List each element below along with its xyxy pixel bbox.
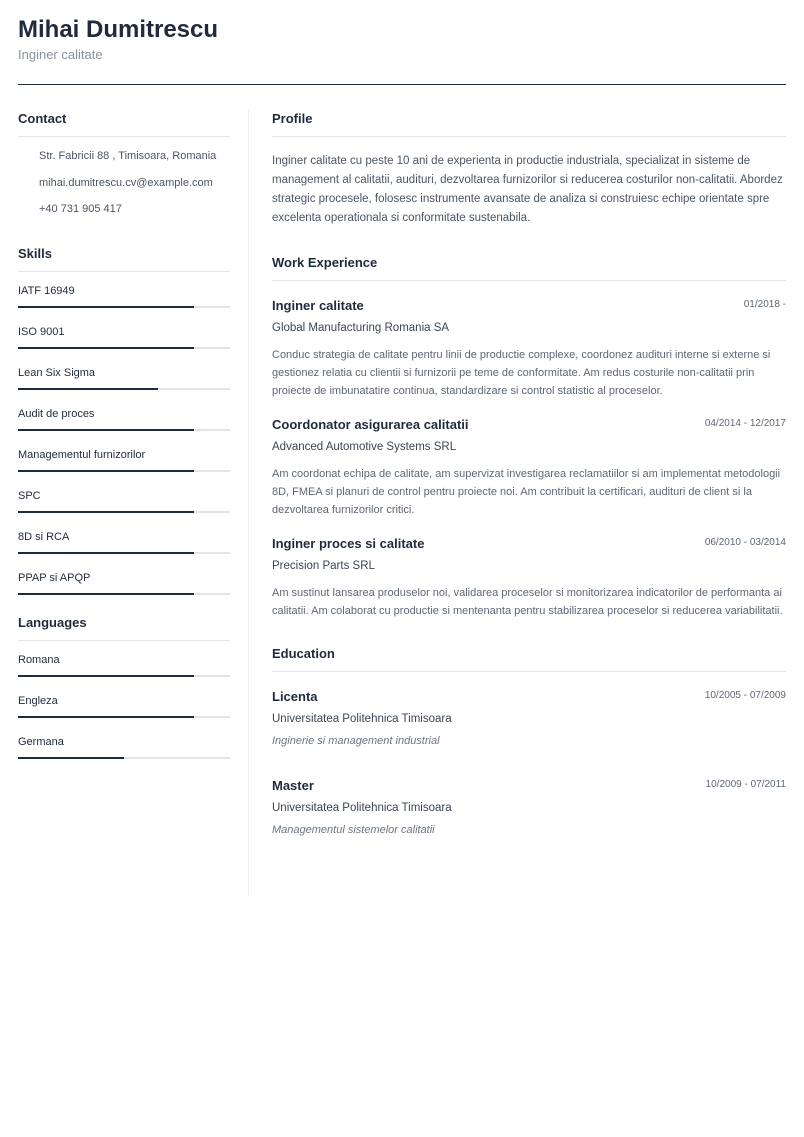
education-title: Education bbox=[272, 646, 335, 661]
job-company: Global Manufacturing Romania SA bbox=[272, 322, 450, 334]
job-title: Inginer proces si calitate bbox=[272, 536, 425, 551]
skill-item bbox=[18, 366, 230, 407]
language-level-track bbox=[18, 757, 230, 759]
contact-title: Contact bbox=[18, 111, 67, 126]
job-dates: 04/2014 - 12/2017 bbox=[704, 418, 786, 429]
language-item bbox=[18, 694, 230, 735]
experience-section bbox=[272, 254, 786, 620]
job-company: Precision Parts SRL bbox=[272, 560, 375, 572]
job-description: Am coordonat echipa de calitate, am supervizat investigarea reclamatiilor si am implementat metodologii 8D, FMEA si planuri de control pentru proiecte noi. Am contribuit la certificari, audituri de client si la dezvoltarea furnizorilor critici. bbox=[272, 468, 781, 516]
language-level-fill bbox=[18, 757, 124, 759]
section-divider bbox=[18, 640, 230, 641]
language-level-fill bbox=[18, 716, 194, 718]
experience-entry bbox=[272, 417, 786, 519]
skill-item bbox=[18, 284, 230, 325]
language-level-track bbox=[18, 675, 230, 677]
skill-item bbox=[18, 407, 230, 448]
skill-item bbox=[18, 489, 230, 530]
candidate-role: Inginer calitate bbox=[18, 47, 103, 62]
profile-text: Inginer calitate cu peste 10 ani de experienta in productie industriala, specializat in sisteme de management al calitatii, audituri, dezvoltarea furnizorilor si reducerea costurilor non-calitatii. Abordez strategic procesele, folosesc instrumente avansate de analiza si construiesc echipe orientate spre excelenta operationala si conformitate sustenabila. bbox=[272, 155, 783, 224]
column-divider bbox=[248, 110, 249, 896]
skill-level-fill bbox=[18, 470, 194, 472]
skill-level-track bbox=[18, 388, 230, 390]
experience-entry bbox=[272, 298, 786, 400]
skill-level-track bbox=[18, 347, 230, 349]
skill-label: PPAP si APQP bbox=[18, 571, 91, 584]
skills-title: Skills bbox=[18, 245, 52, 261]
languages-section bbox=[18, 614, 230, 776]
skill-level-track bbox=[18, 552, 230, 554]
education-entry bbox=[272, 778, 786, 837]
skill-level-track bbox=[18, 593, 230, 595]
degree-dates: 10/2005 - 07/2009 bbox=[704, 690, 786, 701]
job-title: Inginer calitate bbox=[272, 298, 364, 313]
section-divider bbox=[18, 136, 230, 137]
job-description: Conduc strategia de calitate pentru linii de productie complexe, coordonez audituri interne si externe si gestionez relatia cu clientii si furnizorii pe teme de conformitate. Am redus costurile non-calitatii prin proiecte de imbunatatire continua, standardizare si control statistic al proceselor. bbox=[272, 349, 771, 397]
skill-label: SPC bbox=[18, 489, 41, 502]
skill-label: Managementul furnizorilor bbox=[18, 448, 146, 461]
section-divider bbox=[272, 280, 786, 281]
section-divider bbox=[272, 671, 786, 672]
job-description: Am sustinut lansarea produselor noi, validarea proceselor si monitorizarea indicatorilor de performanta ai calitatii. Am colaborat cu productie si mentenanta pentru stabilizarea proceselor si reducerea variabilitatii. bbox=[272, 587, 783, 617]
profile-section bbox=[272, 110, 786, 228]
job-dates: 06/2010 - 03/2014 bbox=[704, 537, 786, 548]
job-title: Coordonator asigurarea calitatii bbox=[272, 417, 469, 432]
sidebar bbox=[18, 110, 230, 776]
language-label: Romana bbox=[18, 653, 60, 666]
skill-item bbox=[18, 448, 230, 489]
skill-level-fill bbox=[18, 511, 194, 513]
skill-label: 8D si RCA bbox=[18, 530, 70, 543]
job-company: Advanced Automotive Systems SRL bbox=[272, 441, 457, 453]
skill-level-track bbox=[18, 511, 230, 513]
skill-label: IATF 16949 bbox=[18, 284, 75, 297]
degree-field: Inginerie si management industrial bbox=[272, 735, 440, 747]
section-divider bbox=[18, 271, 230, 272]
contact-email: mihai.dumitrescu.cv@example.com bbox=[39, 176, 213, 189]
institution-name: Universitatea Politehnica Timisoara bbox=[272, 802, 452, 814]
section-divider bbox=[272, 136, 786, 137]
degree-title: Licenta bbox=[272, 689, 318, 704]
header-divider bbox=[18, 84, 786, 85]
skill-level-track bbox=[18, 470, 230, 472]
contact-address: Str. Fabricii 88 , Timisoara, Romania bbox=[39, 150, 217, 162]
skill-level-fill bbox=[18, 429, 194, 431]
language-label: Germana bbox=[18, 735, 64, 748]
language-level-track bbox=[18, 716, 230, 718]
skill-level-fill bbox=[18, 388, 158, 390]
education-section bbox=[272, 645, 786, 837]
skill-item bbox=[18, 325, 230, 366]
profile-title: Profile bbox=[272, 111, 313, 126]
skill-item bbox=[18, 530, 230, 571]
contact-phone: +40 731 905 417 bbox=[39, 203, 122, 215]
languages-title: Languages bbox=[18, 614, 87, 630]
education-entry bbox=[272, 689, 786, 748]
language-label: Engleza bbox=[18, 694, 58, 707]
skills-section bbox=[18, 245, 230, 612]
contact-list bbox=[18, 149, 230, 229]
experience-title: Work Experience bbox=[272, 255, 378, 270]
skill-label: ISO 9001 bbox=[18, 325, 65, 338]
skill-level-track bbox=[18, 306, 230, 308]
skill-label: Lean Six Sigma bbox=[18, 366, 96, 379]
main-content bbox=[272, 110, 786, 837]
skill-item bbox=[18, 571, 230, 612]
languages-list bbox=[18, 653, 230, 776]
degree-field: Managementul sistemelor calitatii bbox=[272, 824, 435, 836]
skill-level-fill bbox=[18, 306, 194, 308]
candidate-name: Mihai Dumitrescu bbox=[18, 16, 219, 43]
job-dates: 01/2018 - bbox=[743, 299, 786, 310]
skill-label: Audit de proces bbox=[18, 407, 95, 420]
institution-name: Universitatea Politehnica Timisoara bbox=[272, 713, 452, 725]
skill-level-track bbox=[18, 429, 230, 431]
language-item bbox=[18, 653, 230, 694]
skill-level-fill bbox=[18, 593, 194, 595]
skill-level-fill bbox=[18, 552, 194, 554]
degree-title: Master bbox=[272, 778, 314, 793]
language-level-fill bbox=[18, 675, 194, 677]
skills-list bbox=[18, 284, 230, 612]
language-item bbox=[18, 735, 230, 776]
skill-level-fill bbox=[18, 347, 194, 349]
contact-section bbox=[18, 110, 230, 229]
experience-entry bbox=[272, 536, 786, 620]
degree-dates: 10/2009 - 07/2011 bbox=[705, 779, 786, 790]
